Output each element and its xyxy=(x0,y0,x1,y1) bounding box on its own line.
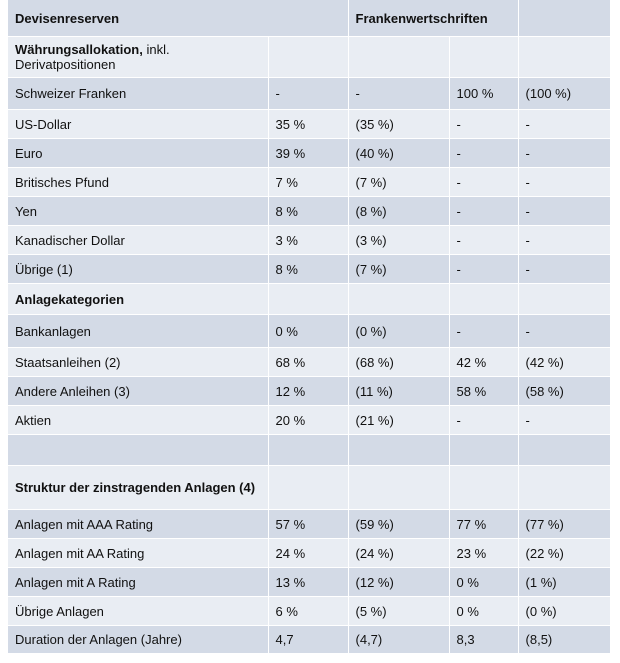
section-title-currency xyxy=(8,37,268,78)
table-row xyxy=(8,568,610,597)
header-foreign-reserves: Devisenreserven xyxy=(8,0,348,37)
cell-value: (5 %) xyxy=(348,597,449,626)
cell-value: (100 %) xyxy=(518,78,610,110)
row-label: Aktien xyxy=(8,406,268,435)
cell-value: (35 %) xyxy=(348,110,449,139)
header-row xyxy=(8,0,610,37)
row-label: Anlagen mit A Rating xyxy=(8,568,268,597)
section-title-currency-bold: Währungsallokation, xyxy=(15,42,143,57)
row-label: Euro xyxy=(8,139,268,168)
cell-value: (1 %) xyxy=(518,568,610,597)
section-title-currency-rest: inkl. Derivatpositionen xyxy=(15,42,170,72)
cell-value: (8 %) xyxy=(348,197,449,226)
cell-value: 57 % xyxy=(268,510,348,539)
row-label: Kanadischer Dollar xyxy=(8,226,268,255)
table-row xyxy=(8,226,610,255)
cell-value: - xyxy=(449,110,518,139)
cell-value: (68 %) xyxy=(348,348,449,377)
cell-value: - xyxy=(518,110,610,139)
empty-row xyxy=(8,435,610,466)
section-title-interest: Struktur der zinstragenden Anlagen (4) xyxy=(8,466,268,510)
row-label: Schweizer Franken xyxy=(8,78,268,110)
cell-value: (77 %) xyxy=(518,510,610,539)
table-row xyxy=(8,315,610,348)
cell-value: (21 %) xyxy=(348,406,449,435)
cell-value: - xyxy=(449,226,518,255)
cell-value: - xyxy=(449,315,518,348)
table-row xyxy=(8,510,610,539)
reserves-table xyxy=(8,0,611,654)
cell-value: - xyxy=(518,315,610,348)
cell-value: 4,7 xyxy=(268,626,348,654)
row-label: Duration der Anlagen (Jahre) xyxy=(8,626,268,654)
cell-value: 3 % xyxy=(268,226,348,255)
cell-value: (7 %) xyxy=(348,255,449,284)
cell-value: - xyxy=(518,226,610,255)
cell-value: (42 %) xyxy=(518,348,610,377)
row-label: US-Dollar xyxy=(8,110,268,139)
cell-value: (59 %) xyxy=(348,510,449,539)
header-franc-securities: Frankenwertschriften xyxy=(348,0,518,37)
cell-value: - xyxy=(449,406,518,435)
row-label: Yen xyxy=(8,197,268,226)
cell-value: (0 %) xyxy=(348,315,449,348)
cell-value: 6 % xyxy=(268,597,348,626)
cell-value: 13 % xyxy=(268,568,348,597)
section-row-interest xyxy=(8,466,610,510)
cell-value: (3 %) xyxy=(348,226,449,255)
cell-value: 35 % xyxy=(268,110,348,139)
cell-value: - xyxy=(268,78,348,110)
cell-value: (7 %) xyxy=(348,168,449,197)
cell-value: (22 %) xyxy=(518,539,610,568)
cell-value: - xyxy=(518,197,610,226)
cell-value: 24 % xyxy=(268,539,348,568)
table-row xyxy=(8,168,610,197)
cell-value: (58 %) xyxy=(518,377,610,406)
cell-value: - xyxy=(518,168,610,197)
row-label: Andere Anleihen (3) xyxy=(8,377,268,406)
cell-value: 68 % xyxy=(268,348,348,377)
cell-value: 8 % xyxy=(268,255,348,284)
table-row xyxy=(8,139,610,168)
table-row xyxy=(8,255,610,284)
cell-value: (4,7) xyxy=(348,626,449,654)
cell-value: (12 %) xyxy=(348,568,449,597)
cell-value: (40 %) xyxy=(348,139,449,168)
row-label: Anlagen mit AA Rating xyxy=(8,539,268,568)
cell-value: 23 % xyxy=(449,539,518,568)
section-row-currency xyxy=(8,37,610,78)
table-row xyxy=(8,406,610,435)
row-label: Übrige Anlagen xyxy=(8,597,268,626)
section-row-assets xyxy=(8,284,610,315)
cell-value: 0 % xyxy=(268,315,348,348)
cell-value: (24 %) xyxy=(348,539,449,568)
table-row xyxy=(8,348,610,377)
cell-value: 77 % xyxy=(449,510,518,539)
row-label: Britisches Pfund xyxy=(8,168,268,197)
cell-value: - xyxy=(518,139,610,168)
table-row xyxy=(8,78,610,110)
cell-value: 0 % xyxy=(449,568,518,597)
table-row xyxy=(8,539,610,568)
cell-value: 7 % xyxy=(268,168,348,197)
cell-value: 39 % xyxy=(268,139,348,168)
cell-value: 12 % xyxy=(268,377,348,406)
cell-value: 42 % xyxy=(449,348,518,377)
row-label: Übrige (1) xyxy=(8,255,268,284)
cell-value: 8 % xyxy=(268,197,348,226)
cell-value: (8,5) xyxy=(518,626,610,654)
cell-value: 58 % xyxy=(449,377,518,406)
cell-value: 20 % xyxy=(268,406,348,435)
cell-value: - xyxy=(449,168,518,197)
cell-value: - xyxy=(348,78,449,110)
cell-value: - xyxy=(449,255,518,284)
cell-value: (0 %) xyxy=(518,597,610,626)
row-label: Bankanlagen xyxy=(8,315,268,348)
cell-value: 8,3 xyxy=(449,626,518,654)
cell-value: 0 % xyxy=(449,597,518,626)
row-label: Anlagen mit AAA Rating xyxy=(8,510,268,539)
cell-value: (11 %) xyxy=(348,377,449,406)
row-label: Staatsanleihen (2) xyxy=(8,348,268,377)
cell-value: - xyxy=(518,406,610,435)
cell-value: - xyxy=(518,255,610,284)
table-row xyxy=(8,626,610,654)
table-row xyxy=(8,597,610,626)
table-row xyxy=(8,110,610,139)
cell-value: 100 % xyxy=(449,78,518,110)
table-row xyxy=(8,377,610,406)
cell-value: - xyxy=(449,197,518,226)
header-empty-cell xyxy=(518,0,610,37)
table-row xyxy=(8,197,610,226)
cell-value: - xyxy=(449,139,518,168)
section-title-assets: Anlagekategorien xyxy=(8,284,268,315)
